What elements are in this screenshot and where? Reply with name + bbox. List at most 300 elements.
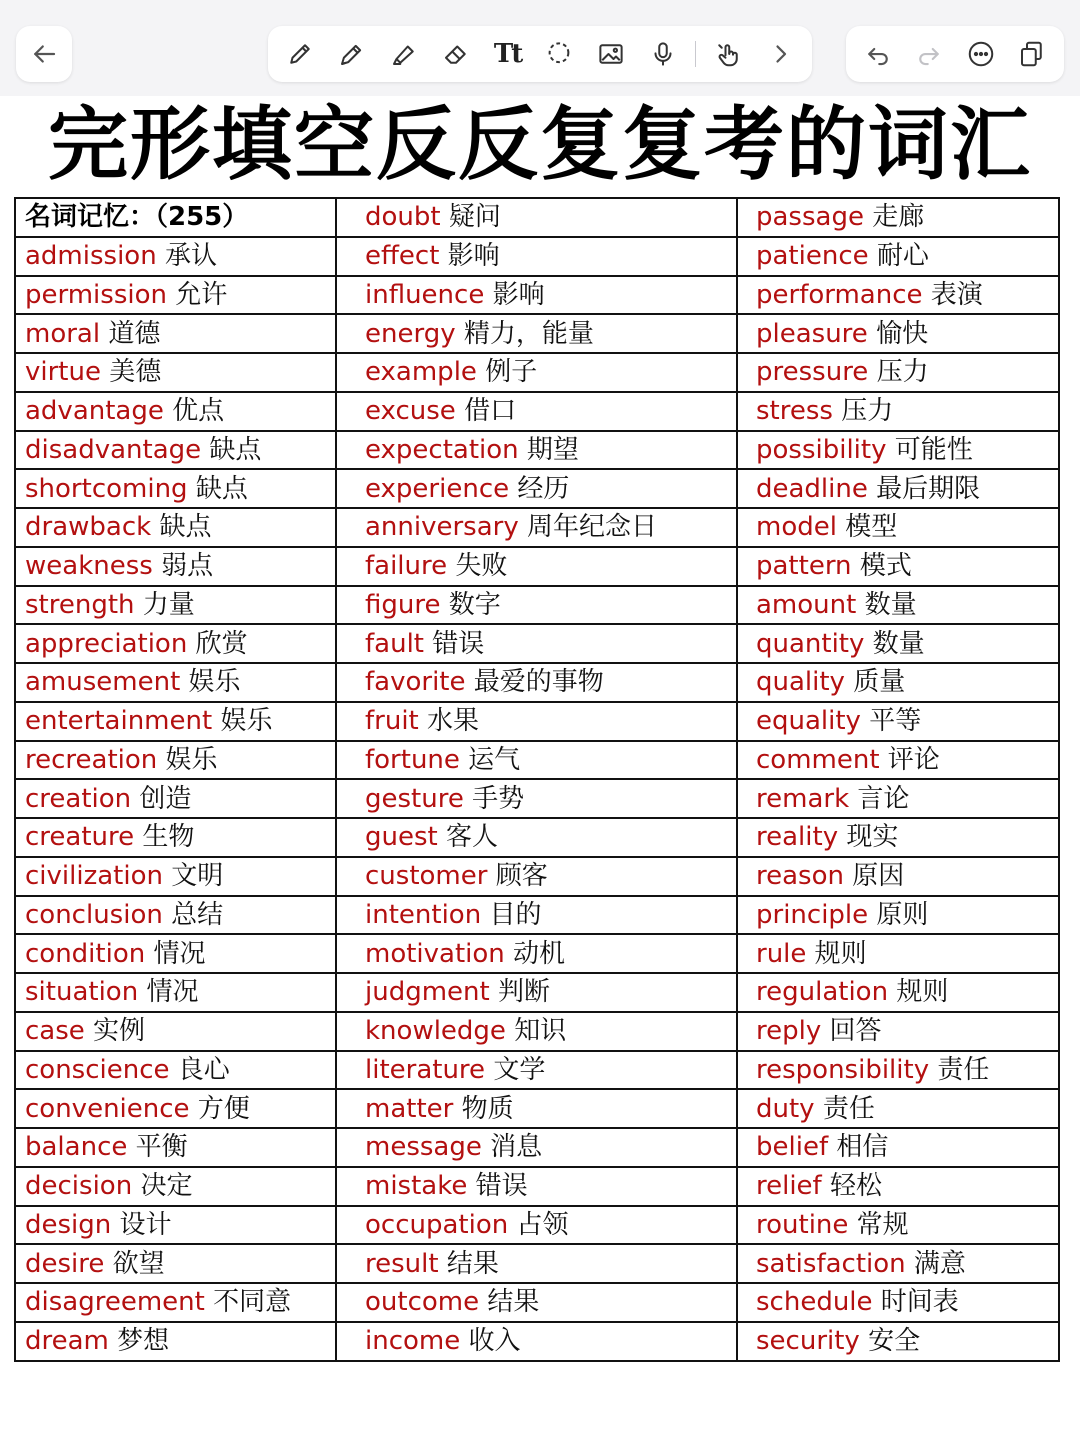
english-word: motivation — [365, 938, 505, 969]
vocab-cell — [336, 741, 737, 780]
chinese-meaning: 欣赏 — [195, 628, 248, 659]
chinese-meaning: 文明 — [171, 861, 224, 892]
chinese-meaning: 收入 — [468, 1326, 521, 1357]
vocab-cell — [336, 392, 737, 431]
vocab-cell — [737, 624, 1059, 663]
table-row — [15, 1051, 1059, 1090]
vocab-cell — [336, 857, 737, 896]
table-row — [15, 624, 1059, 663]
english-word: dream — [25, 1326, 109, 1357]
table-row — [15, 1128, 1059, 1167]
vocab-cell — [737, 818, 1059, 857]
page-title: 完形填空反反复复考的词汇 — [48, 98, 1032, 191]
tool-group — [268, 26, 812, 82]
chinese-meaning: 数量 — [872, 628, 925, 659]
english-word: result — [365, 1248, 439, 1279]
vocab-cell — [15, 508, 336, 547]
english-word: rule — [756, 938, 807, 969]
vocab-cell — [15, 547, 336, 586]
chinese-meaning: 耐心 — [876, 241, 929, 272]
vocab-cell — [336, 276, 737, 315]
vocab-cell — [15, 934, 336, 973]
chinese-meaning: 设计 — [119, 1209, 172, 1240]
chinese-meaning: 方便 — [197, 1093, 250, 1124]
chinese-meaning: 平等 — [869, 706, 922, 737]
english-word: creation — [25, 783, 132, 814]
chinese-meaning: 责任 — [937, 1054, 990, 1085]
english-word: equality — [756, 706, 861, 737]
english-word: message — [365, 1132, 482, 1163]
vocab-cell — [737, 1051, 1059, 1090]
chinese-meaning: 判断 — [497, 977, 550, 1008]
chinese-meaning: 欲望 — [112, 1248, 165, 1279]
vocab-cell — [336, 314, 737, 353]
english-word: regulation — [756, 977, 889, 1008]
chinese-meaning: 消息 — [490, 1132, 543, 1163]
chinese-meaning: 压力 — [876, 357, 929, 388]
table-row — [15, 857, 1059, 896]
english-word: anniversary — [365, 512, 519, 543]
english-word: expectation — [365, 434, 519, 465]
vocab-cell — [15, 1012, 336, 1051]
chinese-meaning: 影响 — [492, 279, 545, 310]
english-word: desire — [25, 1248, 105, 1279]
highlighter-icon[interactable] — [384, 34, 424, 74]
chinese-meaning: 实例 — [93, 1016, 146, 1047]
vocab-cell — [336, 663, 737, 702]
chinese-meaning: 质量 — [853, 667, 906, 698]
english-word: quality — [756, 667, 845, 698]
vocab-cell — [336, 779, 737, 818]
english-word: model — [756, 512, 837, 543]
chinese-meaning: 现实 — [846, 822, 899, 853]
english-word: case — [25, 1016, 85, 1047]
english-word: fortune — [365, 744, 460, 775]
lasso-icon[interactable] — [539, 34, 579, 74]
chinese-meaning: 娱乐 — [188, 667, 241, 698]
chinese-meaning: 最爱的事物 — [473, 667, 604, 698]
vocab-cell — [737, 508, 1059, 547]
table-row — [15, 1283, 1059, 1322]
table-row — [15, 586, 1059, 625]
chinese-meaning: 结果 — [487, 1287, 540, 1318]
english-word: literature — [365, 1054, 486, 1085]
chinese-meaning: 道德 — [108, 318, 161, 349]
vocab-cell — [737, 1128, 1059, 1167]
vocab-cell — [737, 469, 1059, 508]
vocab-cell — [336, 1244, 737, 1283]
chinese-meaning: 力量 — [142, 589, 195, 620]
vocab-cell — [737, 973, 1059, 1012]
vocab-cell — [15, 276, 336, 315]
english-word: advantage — [25, 396, 164, 427]
vocab-cell — [15, 314, 336, 353]
vocab-cell — [336, 1206, 737, 1245]
english-word: fault — [365, 628, 424, 659]
chinese-meaning: 期望 — [526, 434, 579, 465]
english-word: pattern — [756, 551, 852, 582]
english-word: entertainment — [25, 706, 213, 737]
english-word: recreation — [25, 744, 158, 775]
english-word: relief — [756, 1171, 822, 1202]
vocab-cell — [737, 1244, 1059, 1283]
eraser-icon[interactable] — [436, 34, 476, 74]
vocab-cell — [737, 702, 1059, 741]
chinese-meaning: 结果 — [446, 1248, 499, 1279]
toolbar-divider — [695, 41, 696, 67]
vocab-cell — [737, 1283, 1059, 1322]
table-row — [15, 896, 1059, 935]
english-word: deadline — [756, 473, 868, 504]
vocabulary-table-body — [15, 198, 1059, 1361]
english-word: principle — [756, 899, 869, 930]
table-row — [15, 276, 1059, 315]
english-word: knowledge — [365, 1016, 506, 1047]
english-word: appreciation — [25, 628, 188, 659]
chinese-meaning: 客人 — [445, 822, 498, 853]
vocab-cell — [737, 741, 1059, 780]
english-word: security — [756, 1326, 860, 1357]
vocab-cell — [737, 934, 1059, 973]
undo-icon[interactable] — [858, 34, 898, 74]
chinese-meaning: 物质 — [461, 1093, 514, 1124]
english-word: responsibility — [756, 1054, 930, 1085]
english-word: shortcoming — [25, 473, 188, 504]
english-word: disagreement — [25, 1287, 205, 1318]
chinese-meaning: 动机 — [513, 938, 566, 969]
table-row — [15, 934, 1059, 973]
vocab-cell — [336, 624, 737, 663]
pencil-icon[interactable] — [280, 34, 320, 74]
chinese-meaning: 最后期限 — [876, 473, 981, 504]
english-word: customer — [365, 861, 488, 892]
vocab-cell — [15, 392, 336, 431]
vocab-cell — [737, 1089, 1059, 1128]
arrow-left-icon[interactable] — [24, 34, 64, 74]
chinese-meaning: 数字 — [448, 589, 501, 620]
english-word: stress — [756, 396, 833, 427]
vocab-cell — [336, 547, 737, 586]
english-word: schedule — [756, 1287, 873, 1318]
chinese-meaning: 模式 — [859, 551, 912, 582]
english-word: favorite — [365, 667, 466, 698]
table-row — [15, 392, 1059, 431]
table-row — [15, 702, 1059, 741]
chinese-meaning: 经历 — [517, 473, 570, 504]
vocab-cell — [336, 934, 737, 973]
english-word: quantity — [756, 628, 865, 659]
vocab-cell — [336, 198, 737, 237]
chevron-right-icon[interactable] — [760, 34, 800, 74]
vocab-cell — [15, 198, 336, 237]
vocab-cell — [336, 431, 737, 470]
vocab-cell — [737, 276, 1059, 315]
english-word: performance — [756, 279, 923, 310]
vocab-cell — [15, 818, 336, 857]
chinese-meaning: 生物 — [142, 822, 195, 853]
vocab-cell — [15, 1128, 336, 1167]
vocab-cell — [336, 353, 737, 392]
vocab-cell — [15, 237, 336, 276]
english-word: design — [25, 1209, 112, 1240]
chinese-meaning: 原因 — [852, 861, 905, 892]
vocab-cell — [336, 586, 737, 625]
redo-icon[interactable] — [909, 34, 949, 74]
table-row — [15, 973, 1059, 1012]
vocab-cell — [737, 198, 1059, 237]
chinese-meaning: 占领 — [516, 1209, 569, 1240]
vocab-cell — [737, 392, 1059, 431]
chinese-meaning: 情况 — [153, 938, 206, 969]
vocab-cell — [15, 663, 336, 702]
chinese-meaning: 良心 — [177, 1054, 230, 1085]
english-word: belief — [756, 1132, 829, 1163]
vocab-cell — [15, 1244, 336, 1283]
english-word: conclusion — [25, 899, 163, 930]
chinese-meaning: 不同意 — [213, 1287, 292, 1318]
english-word: permission — [25, 279, 167, 310]
chinese-meaning: 娱乐 — [220, 706, 273, 737]
table-row — [15, 818, 1059, 857]
table-row — [15, 237, 1059, 276]
english-word: guest — [365, 822, 438, 853]
chinese-meaning: 错误 — [475, 1171, 528, 1202]
chinese-meaning: 表演 — [930, 279, 983, 310]
english-word: disadvantage — [25, 434, 202, 465]
english-word: duty — [756, 1093, 815, 1124]
vocab-cell — [15, 1283, 336, 1322]
table-row — [15, 1167, 1059, 1206]
vocab-cell — [15, 1167, 336, 1206]
english-word: example — [365, 357, 477, 388]
english-word: convenience — [25, 1093, 190, 1124]
table-row — [15, 1089, 1059, 1128]
chinese-meaning: 水果 — [427, 706, 480, 737]
chinese-meaning: 借口 — [464, 396, 517, 427]
table-row — [15, 741, 1059, 780]
vocab-cell — [737, 663, 1059, 702]
english-word: civilization — [25, 861, 163, 892]
vocab-cell — [336, 1128, 737, 1167]
more-icon[interactable] — [961, 34, 1001, 74]
english-word: judgment — [365, 977, 490, 1008]
vocab-cell — [336, 1012, 737, 1051]
english-word: reality — [756, 822, 839, 853]
chinese-meaning: 梦想 — [117, 1326, 170, 1357]
english-word: excuse — [365, 396, 456, 427]
english-word: doubt — [365, 202, 441, 233]
chinese-meaning: 模型 — [845, 512, 898, 543]
vocab-cell — [15, 896, 336, 935]
english-word: reason — [756, 861, 844, 892]
chinese-meaning: 缺点 — [195, 473, 248, 504]
chinese-meaning: 安全 — [868, 1326, 921, 1357]
chinese-meaning: 总结 — [171, 899, 224, 930]
vocab-cell — [336, 973, 737, 1012]
vocab-cell — [336, 1051, 737, 1090]
chinese-meaning: 缺点 — [159, 512, 212, 543]
vocab-cell — [15, 624, 336, 663]
vocab-cell — [336, 702, 737, 741]
english-word: condition — [25, 938, 146, 969]
chinese-meaning: 常规 — [856, 1209, 909, 1240]
vocab-cell — [15, 469, 336, 508]
vocab-cell — [336, 1322, 737, 1361]
chinese-meaning: 规则 — [814, 938, 867, 969]
history-group — [846, 26, 1064, 82]
vocab-cell — [336, 896, 737, 935]
chinese-meaning: 平衡 — [135, 1132, 188, 1163]
chinese-meaning: 允许 — [175, 279, 228, 310]
chinese-meaning: 承认 — [164, 241, 217, 272]
english-word: remark — [756, 783, 850, 814]
chinese-meaning: 目的 — [489, 899, 542, 930]
chinese-meaning: 手势 — [472, 783, 525, 814]
table-row — [15, 431, 1059, 470]
table-row — [15, 198, 1059, 237]
vocab-cell — [336, 1283, 737, 1322]
table-row — [15, 1012, 1059, 1051]
english-word: conscience — [25, 1054, 170, 1085]
microphone-icon[interactable] — [643, 34, 683, 74]
table-row — [15, 508, 1059, 547]
chinese-meaning: 运气 — [468, 744, 521, 775]
english-word: income — [365, 1326, 461, 1357]
vocab-cell — [737, 353, 1059, 392]
table-row — [15, 1206, 1059, 1245]
table-row — [15, 314, 1059, 353]
chinese-meaning: 走廊 — [872, 202, 925, 233]
vocab-cell — [737, 1206, 1059, 1245]
chinese-meaning: 缺点 — [209, 434, 262, 465]
chinese-meaning: 决定 — [140, 1171, 193, 1202]
table-row — [15, 469, 1059, 508]
english-word: influence — [365, 279, 485, 310]
chinese-meaning: 周年纪念日 — [527, 512, 658, 543]
english-word: energy — [365, 318, 456, 349]
vocab-cell — [336, 1167, 737, 1206]
chinese-meaning: 疑问 — [448, 202, 501, 233]
english-word: satisfaction — [756, 1248, 906, 1279]
chinese-meaning: 轻松 — [829, 1171, 882, 1202]
chinese-meaning: 影响 — [447, 241, 500, 272]
english-word: fruit — [365, 706, 419, 737]
chinese-meaning: 例子 — [485, 357, 538, 388]
chinese-meaning: 言论 — [857, 783, 910, 814]
vocab-cell — [336, 1089, 737, 1128]
english-word: effect — [365, 241, 440, 272]
english-word: reply — [756, 1016, 822, 1047]
touch-icon[interactable] — [708, 34, 748, 74]
english-word: routine — [756, 1209, 849, 1240]
text-icon[interactable] — [488, 34, 528, 74]
chinese-meaning: 顾客 — [495, 861, 548, 892]
vocab-cell — [336, 508, 737, 547]
english-word: passage — [756, 202, 864, 233]
vocab-cell — [15, 1089, 336, 1128]
vocab-cell — [737, 547, 1059, 586]
chinese-meaning: 文学 — [493, 1054, 546, 1085]
image-icon[interactable] — [591, 34, 631, 74]
english-word: decision — [25, 1171, 133, 1202]
vocab-cell — [737, 896, 1059, 935]
table-heading: 名词记忆：（255） — [25, 202, 249, 233]
table-row — [15, 353, 1059, 392]
english-word: creature — [25, 822, 135, 853]
english-word: possibility — [756, 434, 887, 465]
chinese-meaning: 可能性 — [894, 434, 973, 465]
english-word: occupation — [365, 1209, 509, 1240]
vocab-cell — [737, 779, 1059, 818]
table-row — [15, 1244, 1059, 1283]
vocab-cell — [737, 314, 1059, 353]
table-row — [15, 779, 1059, 818]
vocab-cell — [15, 702, 336, 741]
english-word: pressure — [756, 357, 869, 388]
english-word: admission — [25, 241, 157, 272]
chinese-meaning: 愉快 — [876, 318, 929, 349]
english-word: intention — [365, 899, 482, 930]
chinese-meaning: 失败 — [455, 551, 508, 582]
back-group — [16, 26, 72, 82]
chinese-meaning: 弱点 — [161, 551, 214, 582]
chinese-meaning: 娱乐 — [165, 744, 218, 775]
chinese-meaning: 数量 — [864, 589, 917, 620]
vocab-cell — [737, 1322, 1059, 1361]
english-word: experience — [365, 473, 510, 504]
english-word: patience — [756, 241, 869, 272]
english-word: weakness — [25, 551, 153, 582]
chinese-meaning: 评论 — [887, 744, 940, 775]
english-word: situation — [25, 977, 139, 1008]
chinese-meaning: 创造 — [139, 783, 192, 814]
chinese-meaning: 满意 — [913, 1248, 966, 1279]
pages-icon[interactable] — [1012, 34, 1052, 74]
vocab-cell — [737, 1012, 1059, 1051]
vocab-cell — [15, 741, 336, 780]
english-word: mistake — [365, 1171, 468, 1202]
english-word: drawback — [25, 512, 152, 543]
english-word: outcome — [365, 1287, 480, 1318]
chinese-meaning: 知识 — [514, 1016, 567, 1047]
english-word: moral — [25, 318, 101, 349]
chinese-meaning: 回答 — [829, 1016, 882, 1047]
chinese-meaning: 情况 — [146, 977, 199, 1008]
vocab-cell — [15, 973, 336, 1012]
english-word: comment — [756, 744, 880, 775]
english-word: gesture — [365, 783, 464, 814]
chinese-meaning: 压力 — [841, 396, 894, 427]
english-word: figure — [365, 589, 441, 620]
vocab-cell — [336, 818, 737, 857]
vocab-cell — [737, 431, 1059, 470]
english-word: failure — [365, 551, 448, 582]
vocab-cell — [737, 586, 1059, 625]
vocab-cell — [15, 1206, 336, 1245]
vocabulary-table — [14, 197, 1060, 1362]
chinese-meaning: 时间表 — [880, 1287, 959, 1318]
vocab-cell — [15, 779, 336, 818]
pen-icon[interactable] — [332, 34, 372, 74]
chinese-meaning: 错误 — [432, 628, 485, 659]
table-row — [15, 547, 1059, 586]
vocab-cell — [15, 431, 336, 470]
table-row — [15, 663, 1059, 702]
english-word: pleasure — [756, 318, 868, 349]
english-word: amount — [756, 589, 857, 620]
table-row — [15, 1322, 1059, 1361]
chinese-meaning: 规则 — [896, 977, 949, 1008]
